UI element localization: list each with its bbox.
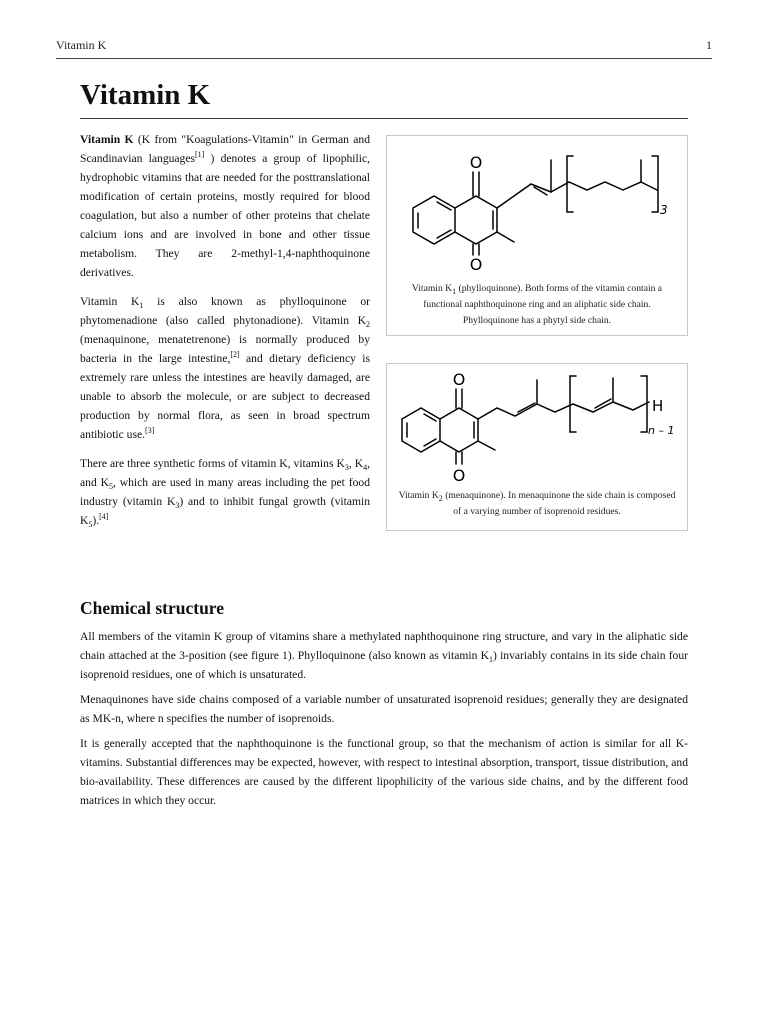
intro-paragraph-1: Vitamin K (K from "Koagulations-Vitamin" in German and Scandinavian languages[1] ) denotes a group of lipophilic, hydrophobic vitamins that are needed for the posttranslational modification of certain proteins, mostly required for blood coagulation, but also a number of other proteins that chelate calcium ions and are involved in bone and other tissue metabolism. They are 2-methyl-1,4-naphthoquinone derivatives. xyxy=(80,133,370,279)
running-title: Vitamin K xyxy=(56,38,107,52)
repeat-count: 3 xyxy=(660,203,668,217)
atom-h: H xyxy=(652,397,664,415)
repeat-count: n – 1 xyxy=(648,424,675,437)
citation-3[interactable]: [3] xyxy=(145,426,155,435)
title-rule xyxy=(80,118,688,119)
chem-paragraph-2: Menaquinones have side chains composed of a variable number of unsaturated isoprenoid residues; generally they are designated as MK-n, where n specifies the number of isoprenoids. xyxy=(80,693,688,725)
atom-o-top: O xyxy=(452,370,466,389)
running-header xyxy=(56,38,712,56)
chem-paragraph-1: All members of the vitamin K group of vitamins share a methylated naphthoquinone ring structure, and vary in the aliphatic side chain attached at the 3-position (see figure 1). Phylloquinone (also known as vitamin $K_1$) invariably contains in its side chain four isoprenoid residues, one of which is unsaturated. xyxy=(80,630,689,681)
figure-vitamin-k1 xyxy=(386,135,688,336)
citation-4[interactable]: [4] xyxy=(99,512,109,521)
atom-o-bottom: O xyxy=(452,466,466,485)
chem-paragraph-3: It is generally accepted that the naphthoquinone is the functional group, so that the mechanism of action is similar for all K-vitamins. Substantial differences may be expected, however, with respect to intestinal absorption, transport, tissue distribution, and bio-availability. These differences are caused by the different lipophilicity of the various side chains, and by the different food matrices in which they occur. xyxy=(80,737,688,807)
figure-vitamin-k2 xyxy=(386,363,688,531)
intro-paragraph-2: Vitamin $K_1$ is also known as phylloquinone or phytomenadione (also called phytonadione). Vitamin $K_2$ (menaquinone, menatetrenone) is normally produced by bacteria in the large intestine,[2] and dietary deficiency is extremely rare unless the intestines are heavily damaged, are unable to absorb the molecule, or are subject to decreased production by normal flora, as seen in broad spectrum antibiotic use.[3] xyxy=(80,295,371,441)
page-number: 1 xyxy=(706,38,712,52)
citation-1[interactable]: [1] xyxy=(195,150,205,159)
atom-o-top: O xyxy=(469,153,483,172)
page-title: Vitamin K xyxy=(80,79,211,111)
intro-paragraph-3: There are three synthetic forms of vitamin K, vitamins $K_3$, $K_4$, and $K_5$, which are used in many areas including the pet food industry (vitamin $K_3$) and to inhibit fungal growth (vitamin $K_5).[4]$ xyxy=(80,457,370,529)
term-vitamin-k: Vitamin K xyxy=(80,133,134,146)
intro-column xyxy=(80,130,370,540)
atom-o-bottom: O xyxy=(469,255,483,274)
menaquinone-structure xyxy=(387,364,687,489)
figure-caption-k1: Vitamin $K_1$ (phylloquinone). Both forms of the vitamin contain a functional naphthoquinone ring and an aliphatic side chain. Phylloquinone has a phytyl side chain. xyxy=(411,283,663,326)
phylloquinone-structure xyxy=(387,136,687,276)
citation-2[interactable]: [2] xyxy=(230,350,240,359)
section-heading-chemical-structure: Chemical structure xyxy=(80,598,225,618)
header-rule xyxy=(56,58,712,59)
figure-caption-k2: Vitamin $K_2$ (menaquinone). In menaquinone the side chain is composed of a varying number of isoprenoid residues. xyxy=(398,490,676,517)
chemical-structure-section xyxy=(80,627,688,816)
